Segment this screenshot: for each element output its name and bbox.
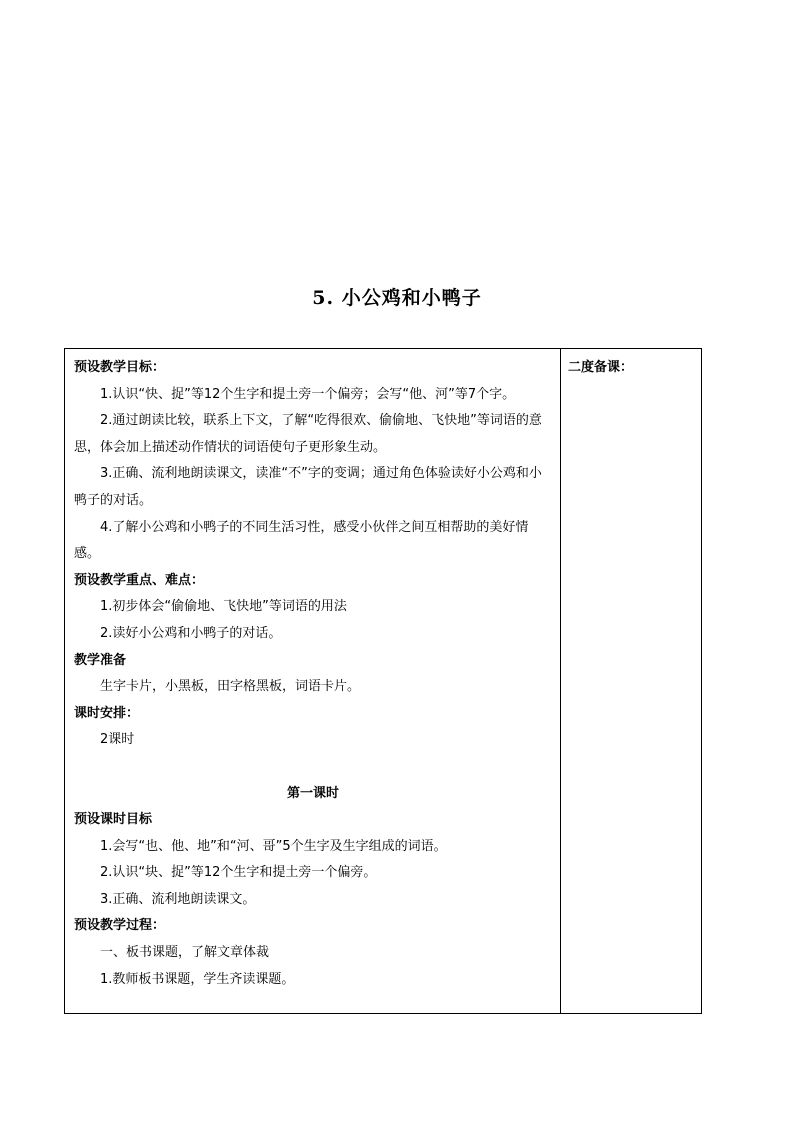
goal-item: 4.了解小公鸡和小鸭子的不同生活习性，感受小伙伴之间互相帮助的美好情感。: [74, 519, 529, 562]
lesson-goal-item: 3.正确、流利地朗读课文。: [100, 891, 256, 907]
prep-heading: 教学准备: [74, 652, 127, 668]
goal-item: 2.通过朗读比较，联系上下文，了解“吃得很欢、偷偷地、飞快地”等词语的意思，体会加上描述动作情状的词语使句子更形象生动。: [74, 413, 542, 455]
lesson-heading: 第一课时: [286, 785, 339, 801]
goal-item: 3.正确、流利地朗读课文，读准“不”字的变调；通过角色体验读好小公鸡和小鸭子的对话。: [74, 466, 542, 508]
prep-text: 生字卡片，小黑板，田字格黑板，词语卡片。: [100, 679, 361, 695]
keypoint-item: 1.初步体会“偷偷地、飞快地”等词语的用法: [100, 599, 347, 615]
lesson-goals-heading: 预设课时目标: [74, 812, 153, 828]
second-prep-heading: 二度备课：: [568, 360, 634, 375]
blank-line: [74, 754, 552, 781]
second-prep-column: [561, 349, 701, 1013]
keypoints-heading: 预设教学重点、难点：: [74, 572, 205, 588]
process-item: 一、板书课题，了解文章体裁: [100, 945, 270, 961]
lesson-goal-item: 1.会写“也、他、地”和“河、哥”5个生字及生字组成的词语。: [100, 838, 447, 854]
schedule-text: 2课时: [100, 732, 135, 748]
keypoint-item: 2.读好小公鸡和小鸭子的对话。: [100, 625, 282, 641]
lesson-plan-table: [64, 348, 702, 1014]
process-heading: 预设教学过程：: [74, 918, 166, 934]
lesson-goal-item: 2.认识“块、捉”等12个生字和提土旁一个偏旁。: [100, 865, 377, 881]
document-title: 5. 小公鸡和小鸭子: [312, 287, 482, 309]
process-item: 1.教师板书课题，学生齐读课题。: [100, 971, 295, 987]
goals-heading: 预设教学目标：: [74, 360, 166, 375]
goal-item: 1.认识“快、捉”等12个生字和提土旁一个偏旁；会写“他、河”等7个字。: [100, 386, 516, 402]
lesson-plan-main-column: [65, 349, 561, 1013]
schedule-heading: 课时安排：: [74, 705, 140, 721]
